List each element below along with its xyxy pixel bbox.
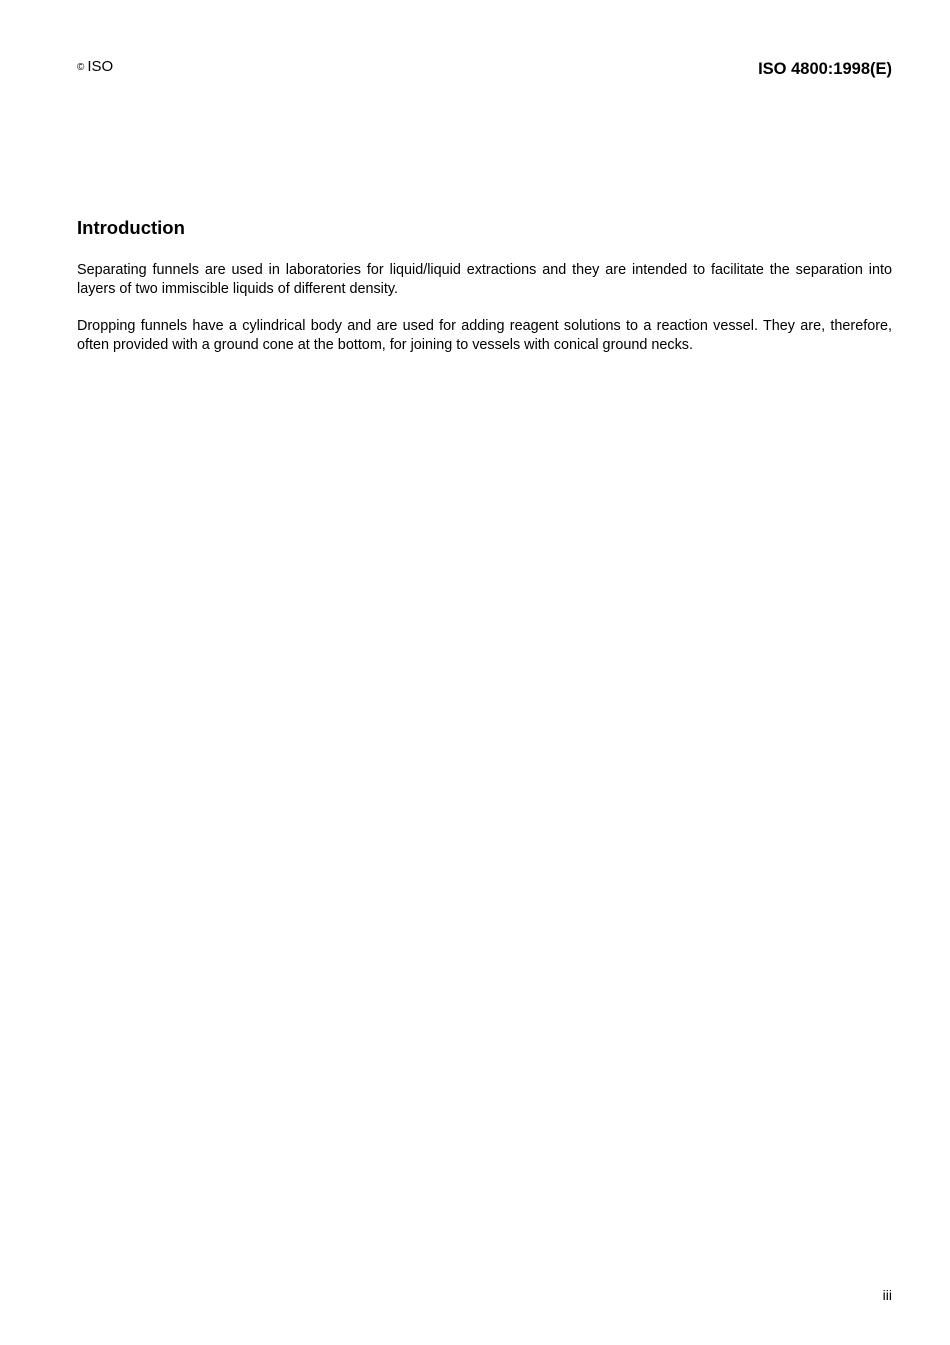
paragraph-dropping-funnels: Dropping funnels have a cylindrical body and are used for adding reagent solutions to a reaction vessel. They are, therefore, often provided with a ground cone at the bottom, for joining to vessels with conical ground necks. <box>77 318 892 353</box>
copyright-icon: © <box>77 62 85 73</box>
header-copyright <box>77 58 113 77</box>
page-number: iii <box>882 1287 892 1303</box>
paragraph-separating-funnels: Separating funnels are used in laboratories for liquid/liquid extractions and they are intended to facilitate the separation into layers of two immiscible liquids of different density. <box>77 262 892 297</box>
document-id: ISO 4800:1998(E) <box>758 60 892 78</box>
header-organization: ISO <box>87 58 114 75</box>
section-title: Introduction <box>77 217 185 238</box>
